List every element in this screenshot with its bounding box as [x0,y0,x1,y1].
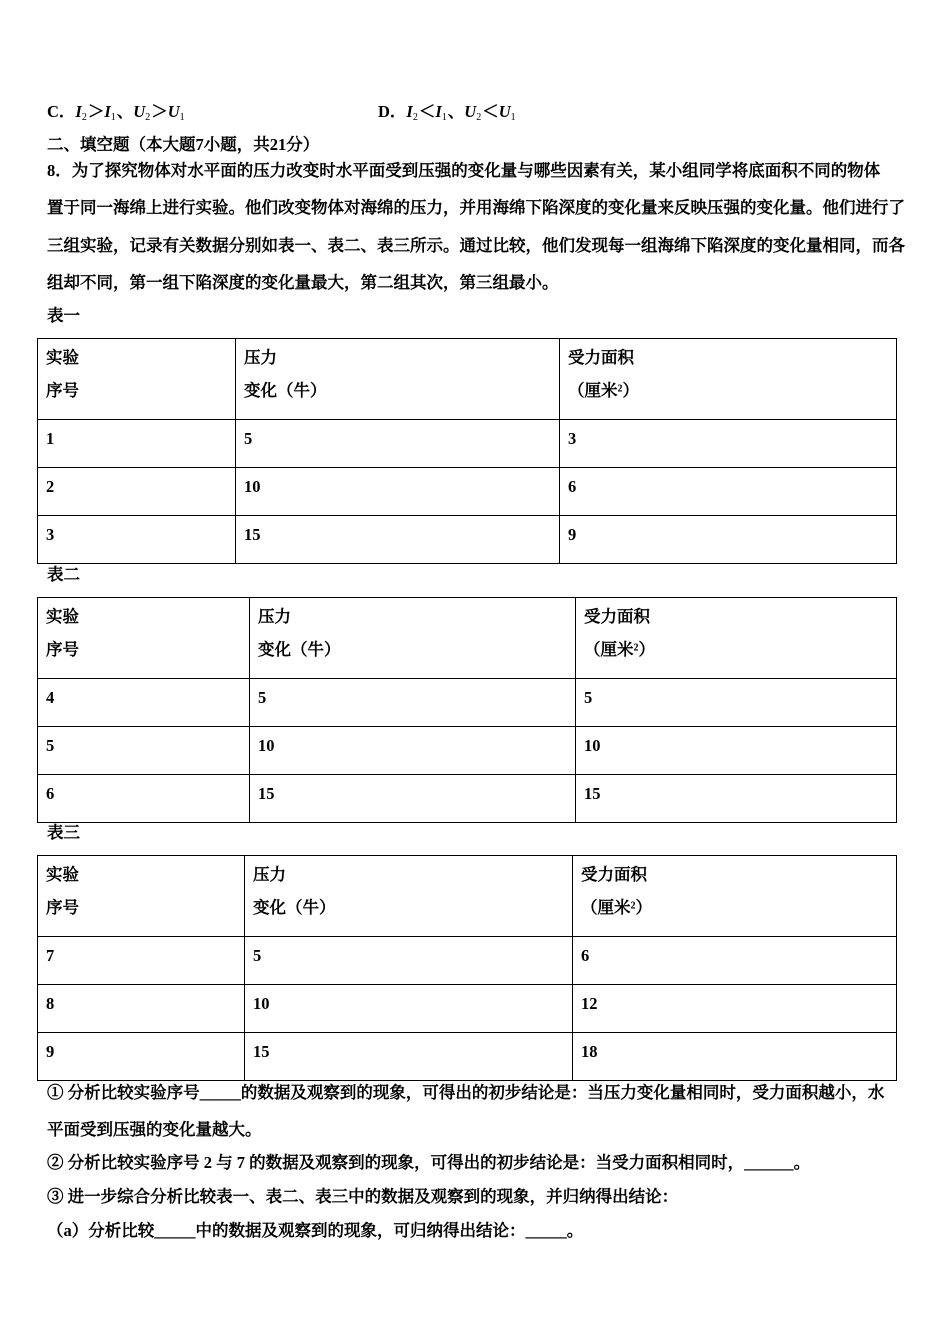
math-subscript: 1 [110,112,116,123]
table-cell: 3 [560,420,897,468]
header-line: （厘米²） [568,381,639,400]
table-cell: 6 [560,468,897,516]
header-line: 序号 [46,381,79,400]
subquestion-line: 平面受到压强的变化量越大。 [47,1120,262,1139]
header-line: 压力 [244,348,277,367]
table-row [38,727,897,775]
table-cell: 10 [245,985,573,1033]
table-cell: 9 [38,1033,245,1081]
math-subscript: 2 [476,112,482,123]
option-d [378,101,517,123]
table-cell: 15 [250,775,576,823]
section-heading: 二、填空题（本大题7小题，共21分） [47,135,320,154]
table-cell: 10 [250,727,576,775]
paragraph-line: 8．为了探究物体对水平面的压力改变时水平面受到压强的变化量与哪些因素有关，某小组同学将底面积不同的物体 [47,161,881,180]
header-line: 压力 [253,865,286,884]
table-cell: 10 [236,468,560,516]
table-cell: 18 [573,1033,897,1081]
data-table-1 [37,338,897,564]
paragraph-line: 三组实验，记录有关数据分别如表一、表二、表三所示。通过比较，他们发现每一组海绵下陷深度的变化量相同，而各 [47,235,905,255]
table-header-cell [38,856,245,937]
table-row [38,775,897,823]
math-operator: ＞ [87,102,105,121]
table-cell: 5 [245,937,573,985]
answer-options [0,101,950,123]
header-line: 变化（牛） [258,640,341,659]
table-header-cell [236,339,560,420]
math-subscript: 2 [412,112,418,123]
header-line: 实验 [46,865,79,884]
math-variable: I [406,102,413,121]
table-header-cell [250,598,576,679]
math-variable: U [498,102,511,121]
table-row [38,420,897,468]
math-separator: 、 [447,102,465,121]
math-operator: ＜ [482,102,499,121]
table-cell: 8 [38,985,245,1033]
paragraph-line: 组却不同，第一组下陷深度的变化量最大，第二组其次，第三组最小。 [47,272,559,292]
table-header-cell [38,339,236,420]
math-subscript: 1 [441,112,447,123]
math-variable: U [167,102,180,121]
table-cell: 5 [38,727,250,775]
table-2-title: 表二 [47,565,80,584]
header-line: 压力 [258,607,291,626]
subquestion-2: ② 分析比较实验序号 2 与 7 的数据及观察到的现象，可得出的初步结论是：当受力面积相同时，______。 [47,1153,811,1172]
table-cell: 9 [560,516,897,564]
table-cell: 3 [38,516,236,564]
math-variable: U [133,102,146,121]
table-header-cell [245,856,573,937]
math-subscript: 1 [510,112,516,123]
header-line: 变化（牛） [253,898,336,917]
table-header-row [38,856,897,937]
math-variable: I [104,102,111,121]
table-cell: 5 [250,679,576,727]
table-cell: 15 [245,1033,573,1081]
header-line: 受力面积 [584,607,650,626]
table-cell: 4 [38,679,250,727]
table-cell: 10 [576,727,897,775]
table-row [38,937,897,985]
math-variable: U [464,102,477,121]
question-8-text [47,152,905,301]
option-label: D． [378,102,407,121]
table-cell: 2 [38,468,236,516]
data-table-2 [37,597,897,823]
table-1-title: 表一 [47,306,80,325]
header-line: 实验 [46,607,79,626]
header-line: 序号 [46,640,79,659]
subquestion-line: ① 分析比较实验序号_____的数据及观察到的现象，可得出的初步结论是：当压力变化量相同时，受力面积越小，水 [47,1083,885,1102]
math-separator: 、 [116,102,134,121]
paragraph-line: 置于同一海绵上进行实验。他们改变物体对海绵的压力，并用海绵下陷深度的变化量来反映压强的变化量。他们进行了 [47,198,905,218]
table-cell: 12 [573,985,897,1033]
table-header-cell [560,339,897,420]
table-cell: 5 [576,679,897,727]
table-header-cell [576,598,897,679]
table-row [38,985,897,1033]
math-subscript: 1 [179,112,185,123]
table-cell: 6 [573,937,897,985]
header-line: 变化（牛） [244,381,327,400]
math-operator: ＞ [151,102,168,121]
table-cell: 6 [38,775,250,823]
math-subscript: 2 [145,112,151,123]
header-line: （厘米²） [581,898,652,917]
subquestion-3a: （a）分析比较_____中的数据及观察到的现象，可归纳得出结论：_____。 [47,1221,584,1240]
subquestion-3: ③ 进一步综合分析比较表一、表二、表三中的数据及观察到的现象，并归纳得出结论： [47,1187,679,1206]
table-header-cell [573,856,897,937]
header-line: 受力面积 [568,348,634,367]
table-cell: 15 [576,775,897,823]
option-label: C． [47,102,76,121]
header-line: 实验 [46,348,79,367]
table-cell: 1 [38,420,236,468]
table-row [38,516,897,564]
math-subscript: 2 [81,112,87,123]
data-table-3 [37,855,897,1081]
table-3-title: 表三 [47,823,80,842]
header-line: 受力面积 [581,865,647,884]
table-cell: 5 [236,420,560,468]
table-cell: 15 [236,516,560,564]
math-operator: ＜ [418,102,436,121]
option-c [47,101,186,123]
table-header-cell [38,598,250,679]
table-cell: 7 [38,937,245,985]
header-line: （厘米²） [584,640,655,659]
table-header-row [38,598,897,679]
table-header-row [38,339,897,420]
table-row [38,679,897,727]
math-variable: I [435,102,442,121]
subquestion-1 [47,1074,884,1148]
table-row [38,468,897,516]
header-line: 序号 [46,898,79,917]
math-variable: I [75,102,82,121]
